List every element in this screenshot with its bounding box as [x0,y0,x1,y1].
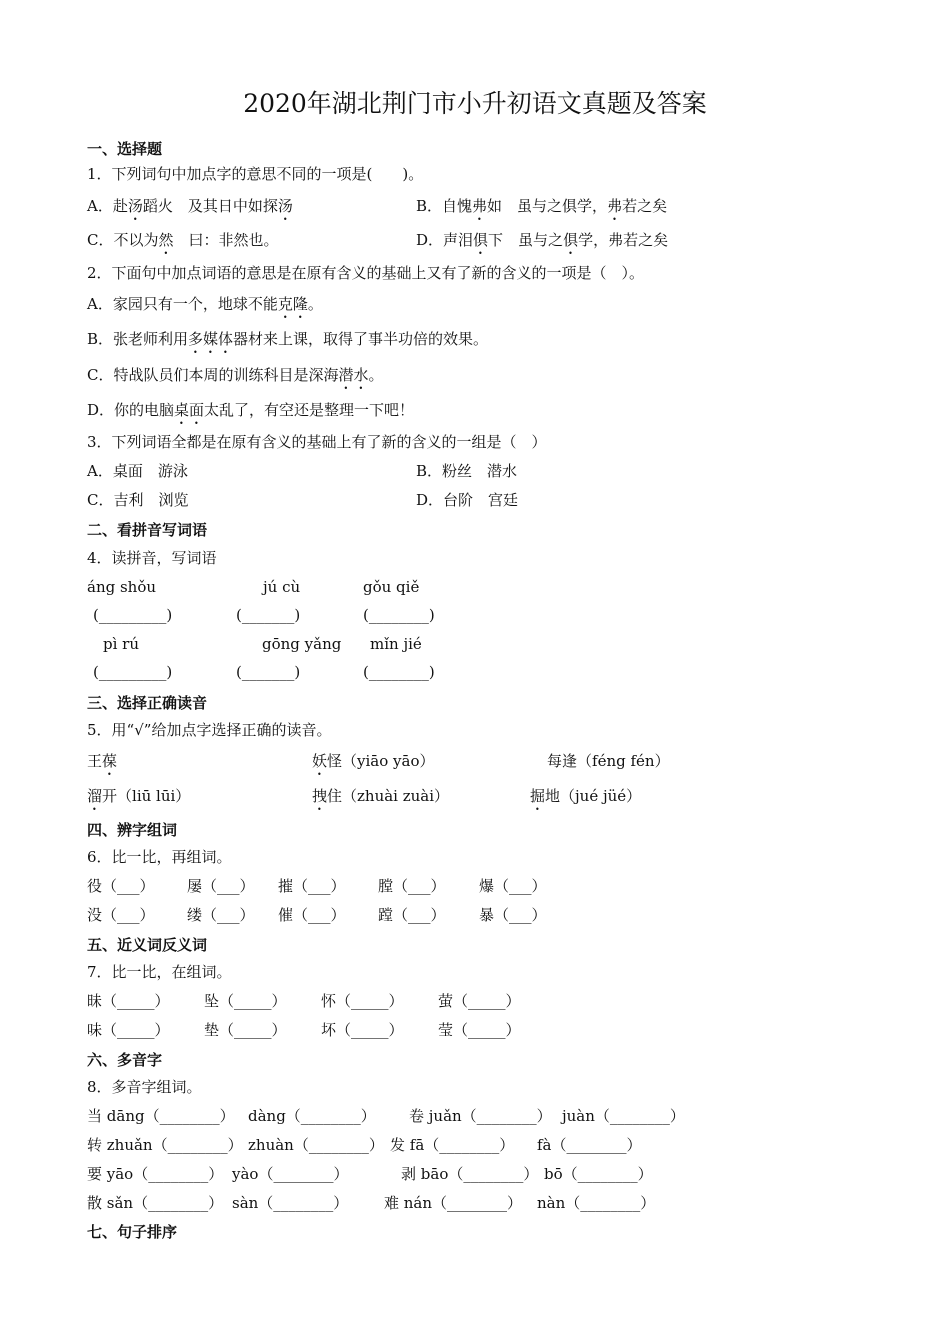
text: 若之矣 [622,197,668,215]
q1-option-a [87,196,293,224]
text: D．声泪 [416,231,474,249]
text: 然 [233,231,249,249]
q3-option-a: A．桌面 游泳 [87,462,188,480]
word-pair-item: 垫（_____） [204,1021,287,1039]
text: 蹈火 及其日中如探 [142,197,278,215]
word-pair-item: 缕（___） [187,906,255,924]
text: 地（jué jüé） [545,787,642,805]
word-pair-item: 暴（___） [479,906,547,924]
text: C．不以为 [87,231,159,249]
pronunciation-item [547,751,670,771]
text: C．特战队员们本周的训练科目是深海 [87,366,339,384]
polyphonic-item: sàn（________） [232,1194,349,1212]
text: 器材来上课，取得了事半功倍的效果。 [233,330,489,348]
text: B．张老师利用 [87,330,189,348]
pronunciation-item [312,786,449,814]
dotted-char: 俱 [563,231,579,249]
text: 。 [368,366,384,384]
word-pair-item: 怀（_____） [321,992,404,1010]
dotted-char: 妖 [312,752,328,770]
polyphonic-item: yào（________） [232,1165,349,1183]
pronunciation-item [530,786,641,814]
text: 学，弗若之矣 [578,231,669,249]
word-pair-item: 昧（_____） [87,992,170,1010]
polyphonic-item: 发 fā（________） [390,1136,515,1154]
text: 住（zhuài zuài） [327,787,450,805]
dotted-word: 多媒体 [188,330,234,348]
text: 每 [547,752,563,770]
q4-stem: 4．读拼音，写词语 [87,549,217,567]
q8-stem: 8．多音字组词。 [87,1078,202,1096]
section-heading-pronunciation: 三、选择正确读音 [87,694,208,712]
section-heading-polyphonic: 六、多音字 [87,1051,163,1069]
q1-option-c [87,230,279,258]
dotted-word: 克隆 [277,295,308,313]
text: 王 [87,752,103,770]
q3-option-b: B．粉丝 潜水 [416,462,518,480]
dotted-char: 掘 [530,787,546,805]
q2-option-d [87,400,414,428]
page-title: 2020年湖北荆门市小升初语文真题及答案 [243,89,707,118]
q3-option-c: C．吉利 浏览 [87,491,189,509]
q6-stem: 6．比一比，再组词。 [87,848,232,866]
section-heading-synonyms: 五、近义词反义词 [87,936,208,954]
polyphonic-item: bō（________） [544,1165,653,1183]
dotted-word: 潜水 [338,366,369,384]
polyphonic-item: 剥 bāo（________） [401,1165,539,1183]
pinyin-item: pì rú [103,635,139,653]
text: 太乱了，有空还是整理一下吧！ [204,401,415,419]
word-pair-item: 催（___） [278,906,346,924]
polyphonic-item: nàn（________） [537,1194,656,1212]
dotted-word: 桌面 [174,401,205,419]
pinyin-item: mǐn jié [370,635,422,653]
text: 开（liū lūi） [102,787,191,805]
dotted-char: 汤 [127,197,143,215]
section-heading-distinguish: 四、辨字组词 [87,821,178,839]
q2-stem: 2．下面句中加点词语的意思是在原有含义的基础上又有了新的含义的一项是（ ）。 [87,264,645,282]
text: 也。 [248,231,279,249]
q2-option-a [87,294,323,322]
q3-stem: 3．下列词语全都是在原有含义的基础上有了新的含义的一组是（ ） [87,433,547,451]
polyphonic-item: 要 yāo（________） [87,1165,224,1183]
text: 怪（yiāo yāo） [327,752,435,770]
word-pair-item: 坠（_____） [204,992,287,1010]
q2-option-c [87,365,384,393]
text: 曰：非 [173,231,234,249]
section-heading-sentence-order: 七、句子排序 [87,1223,178,1241]
dotted-char: 俱 [473,231,489,249]
dotted-char: 汤 [277,197,293,215]
dotted-char: 弗 [607,197,623,215]
q1-stem: 1．下列词句中加点字的意思不同的一项是( )。 [87,165,424,183]
polyphonic-item: dàng（________） [248,1107,376,1125]
q1-option-d [416,230,668,258]
q5-stem: 5．用“√”给加点字选择正确的读音。 [87,721,332,739]
text: 逢（féng fén） [562,752,670,770]
polyphonic-item: 难 nán（________） [384,1194,523,1212]
answer-blank: (_______) [236,606,301,624]
text: A．赴 [87,197,128,215]
text: A．家园只有一个，地球不能 [87,295,278,313]
dotted-char: 葆 [102,752,118,770]
text: 。 [307,295,323,313]
answer-blank: (________) [363,663,435,681]
answer-blank: (________) [363,606,435,624]
polyphonic-item: 转 zhuǎn（________） [87,1136,243,1154]
q1-option-b [416,196,667,224]
word-pair-item: 没（___） [87,906,155,924]
polyphonic-item: juàn（________） [562,1107,685,1125]
pronunciation-item [312,751,434,779]
word-pair-item: 莹（_____） [438,1021,521,1039]
polyphonic-item: zhuàn（________） [248,1136,384,1154]
q3-option-d: D．台阶 宫廷 [416,491,519,509]
text: B．自愧 [416,197,473,215]
word-pair-item: 屡（___） [187,877,255,895]
word-pair-item: 味（_____） [87,1021,170,1039]
dotted-char: 然 [158,231,174,249]
dotted-char: 弗 [472,197,488,215]
section-heading-pinyin: 二、看拼音写词语 [87,521,208,539]
answer-blank: (_________) [93,663,173,681]
word-pair-item: 摧（___） [278,877,346,895]
word-pair-item: 萤（_____） [438,992,521,1010]
text: D．你的电脑 [87,401,175,419]
q7-stem: 7．比一比，在组词。 [87,963,232,981]
q2-option-b [87,329,488,357]
polyphonic-item: 散 sǎn（________） [87,1194,224,1212]
polyphonic-item: 卷 juǎn（________） [409,1107,552,1125]
polyphonic-item: 当 dāng（________） [87,1107,235,1125]
pinyin-item: gǒu qiě [363,578,420,596]
text: 如 虽与之俱学， [487,197,608,215]
word-pair-item: 爆（___） [479,877,547,895]
answer-blank: (_______) [236,663,301,681]
pronunciation-item [87,751,117,779]
word-pair-item: 役（___） [87,877,155,895]
dotted-char: 溜 [87,787,103,805]
pronunciation-item [87,786,190,814]
word-pair-item: 蹚（___） [378,906,446,924]
answer-blank: (_________) [93,606,173,624]
word-pair-item: 膛（___） [378,877,446,895]
pinyin-item: áng shǒu [87,578,157,596]
word-pair-item: 坏（_____） [321,1021,404,1039]
dotted-char: 拽 [312,787,328,805]
pinyin-item: gōng yǎng [262,635,342,653]
text: 下 虽与之 [488,231,564,249]
section-heading-choice: 一、选择题 [87,140,163,158]
pinyin-item: jú cù [263,578,301,596]
polyphonic-item: fà（________） [537,1136,642,1154]
